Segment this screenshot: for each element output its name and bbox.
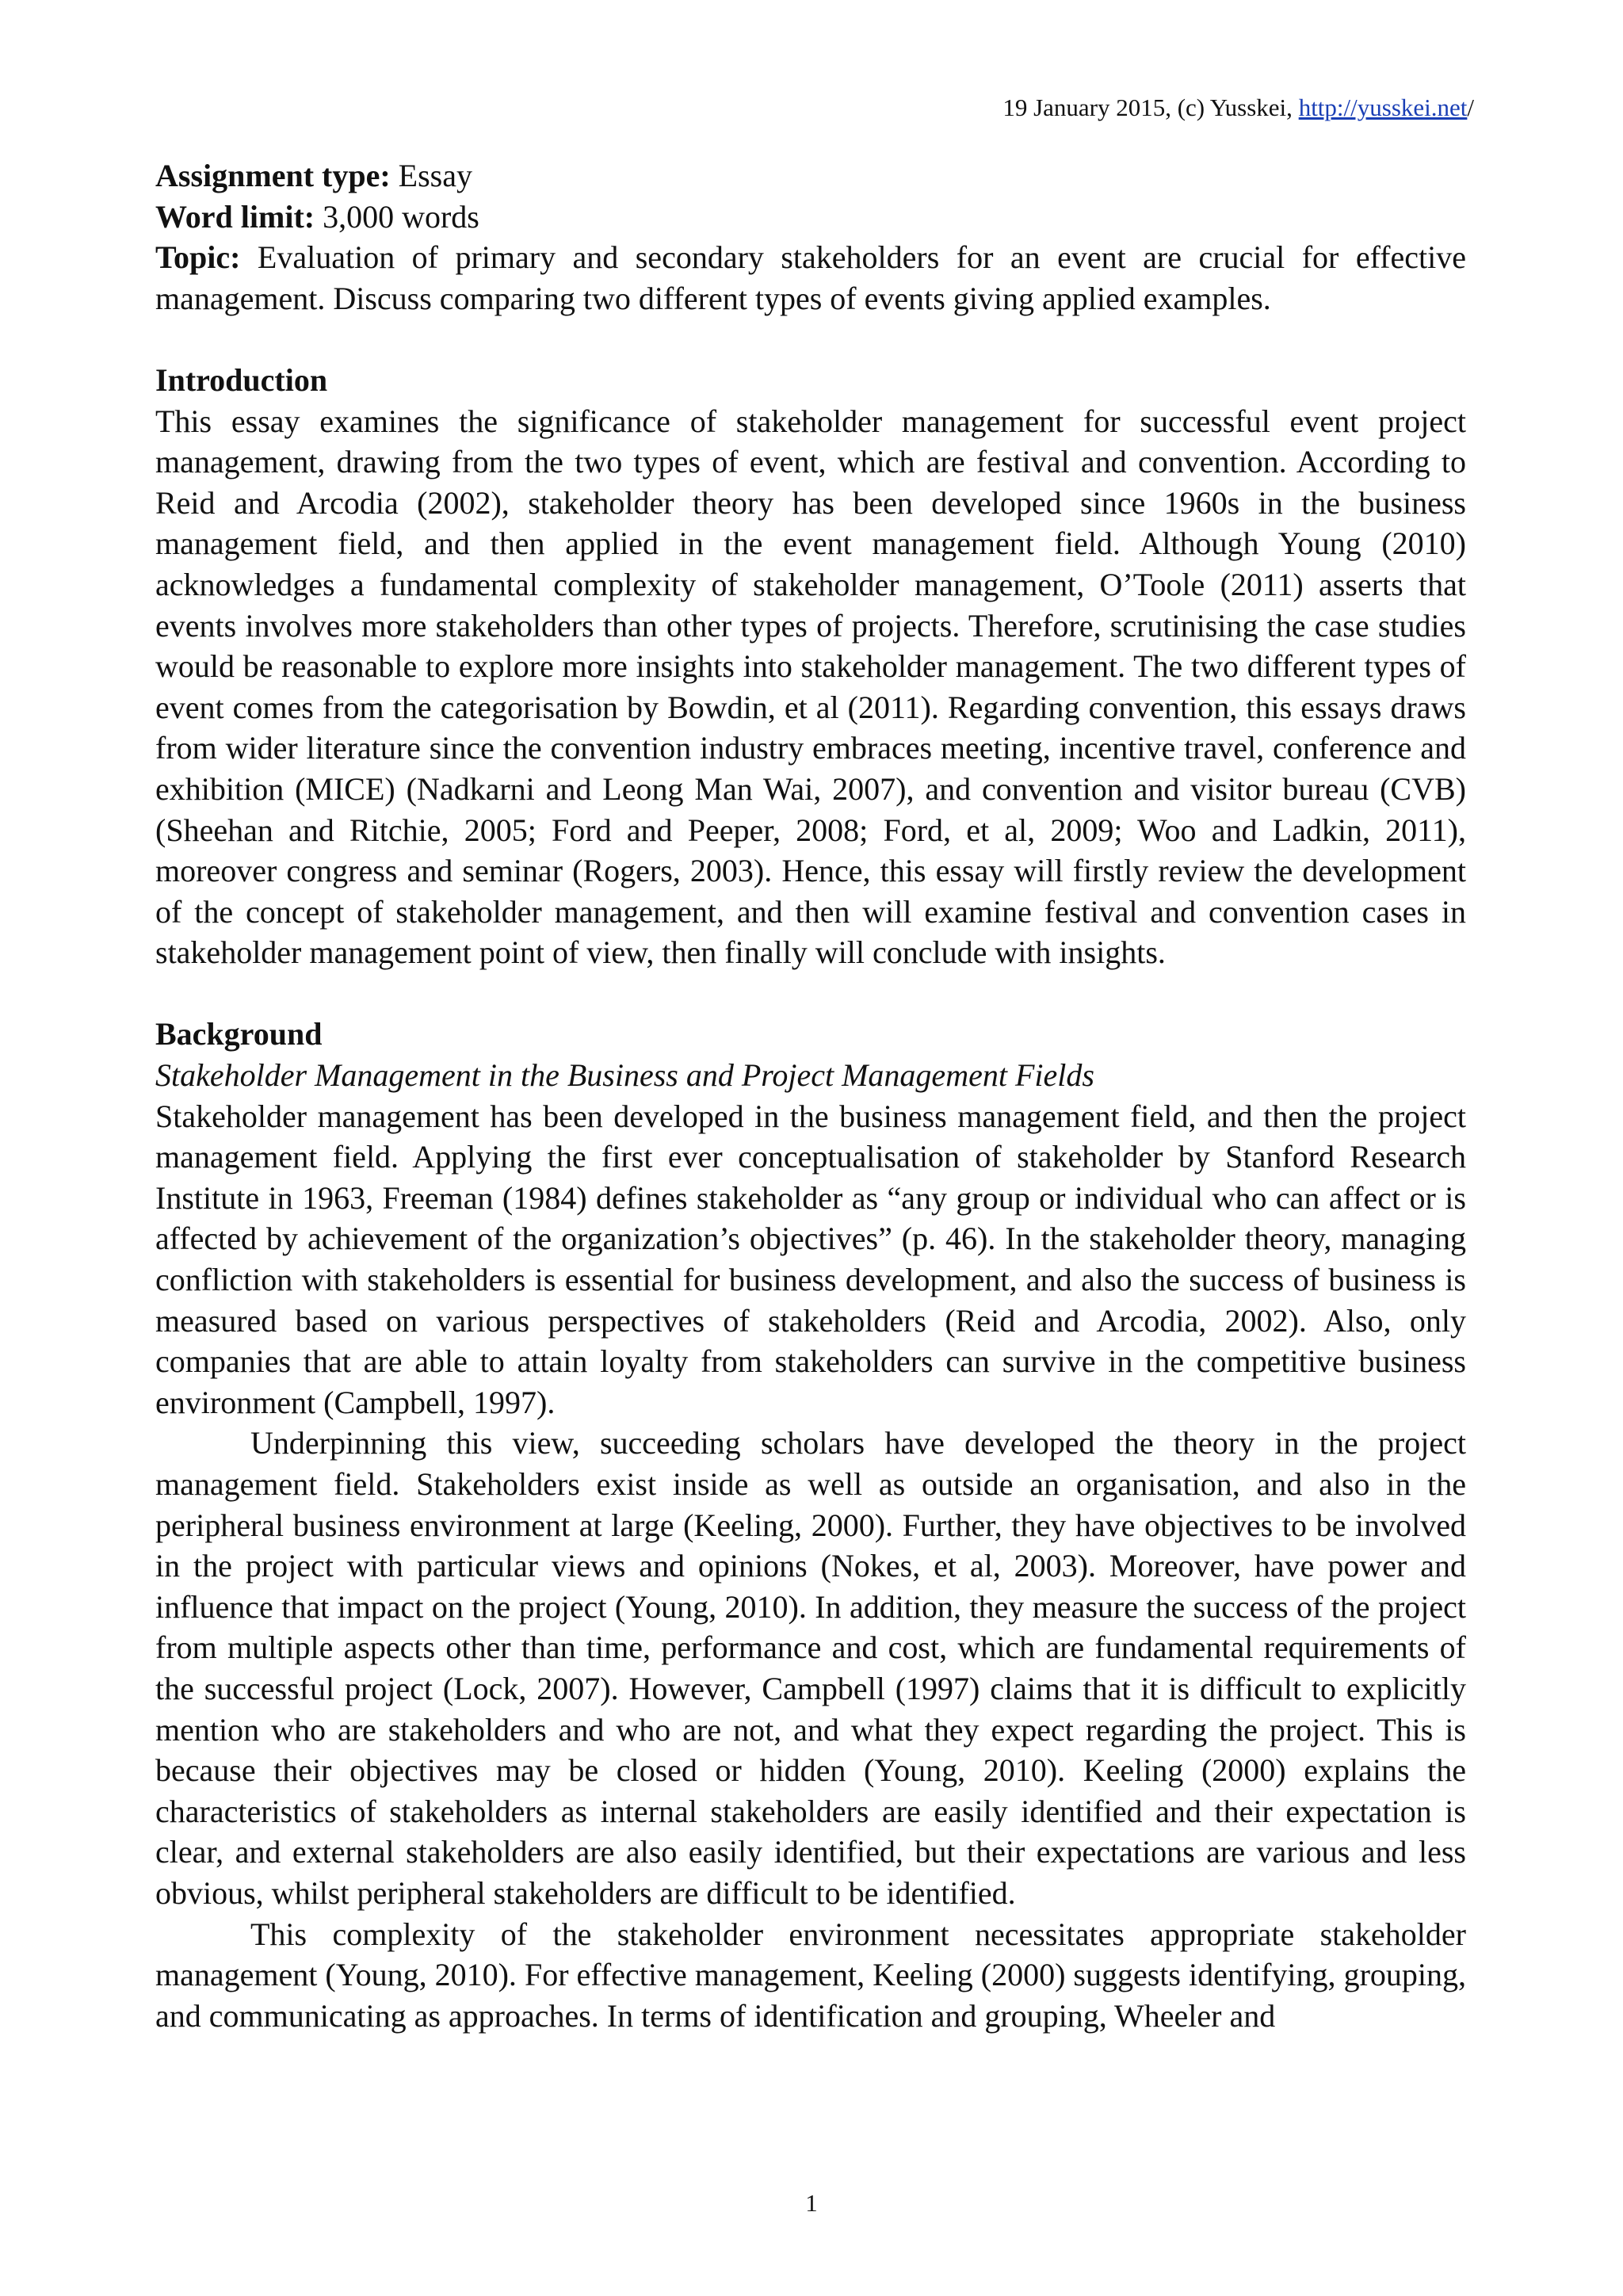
topic-label: Topic: [155, 239, 241, 276]
background-paragraph: This complexity of the stakeholder environment necessitates appropriate stakeholder management (Young, 2010). For effective management, Keeling (2000) suggests identifying, grouping, and communicating as approaches. In terms of identification and grouping, Wheeler and [155, 1916, 1466, 2034]
topic-value: Evaluation of primary and secondary stakeholders for an event are crucial for effective management. Discuss comparing two different types of events giving applied examples. [155, 239, 1466, 316]
introduction-heading: Introduction [155, 361, 328, 398]
assignment-type-line [155, 155, 1466, 197]
background-subheading: Stakeholder Management in the Business and Project Management Fields [155, 1057, 1094, 1094]
page-number: 1 [805, 2189, 818, 2217]
background-paragraph: Underpinning this view, succeeding scholars have developed the theory in the project management field. Stakeholders exist inside as well as outside an organisation, and also in the peripheral business environment at large (Keeling, 2000). Further, they have objectives to be involved in the project with particular views and opinions (Nokes, et al, 2003). Moreover, have power and influence that impact on the project (Young, 2010). In addition, they measure the success of the project from multiple aspects other than time, performance and cost, which are fundamental requirements of the successful project (Lock, 2007). However, Campbell (1997) claims that it is difficult to explicitly mention who are stakeholders and who are not, and what they expect regarding the project. This is because their objectives may be closed or hidden (Young, 2010). Keeling (2000) explains the characteristics of stakeholders as internal stakeholders are easily identified and their expectation is clear, and external stakeholders are also easily identified, but their expectations are various and less obvious, whilst peripheral stakeholders are difficult to be identified. [155, 1425, 1466, 1911]
header-date-copyright: 19 January 2015, (c) Yusskei, [1002, 94, 1299, 121]
header-website-link[interactable]: http://yusskei.net [1298, 94, 1468, 121]
assignment-type-label: Assignment type: [155, 158, 391, 193]
word-limit-line [155, 197, 1466, 238]
introduction-paragraph: This essay examines the significance of stakeholder management for successful event project management, drawing from the two types of event, which are festival and convention. According to Reid and Arcodia (2002), stakeholder theory has been developed since 1960s in the business management field, and then applied in the event management field. Although Young (2010) acknowledges a fundamental complexity of stakeholder management, O’Toole (2011) asserts that events involves more stakeholders than other types of projects. Therefore, scrutinising the case studies would be reasonable to explore more insights into stakeholder management. The two different types of event comes from the categorisation by Bowdin, et al (2011). Regarding convention, this essays draws from wider literature since the convention industry embraces meeting, incentive travel, conference and exhibition (MICE) (Nadkarni and Leong Man Wai, 2007), and convention and visitor bureau (CVB) (Sheehan and Ritchie, 2005; Ford and Peeper, 2008; Ford, et al, 2009; Woo and Ladkin, 2011), moreover congress and seminar (Rogers, 2003). Hence, this essay will firstly review the development of the concept of stakeholder management, and then will examine festival and convention cases in stakeholder management point of view, then finally will conclude with insights. [155, 403, 1466, 971]
word-limit-value: 3,000 words [315, 198, 479, 235]
section-spacer [155, 319, 1466, 360]
section-spacer [155, 973, 1466, 1014]
background-paragraph: Stakeholder management has been developed in the business management field, and then the project management field. Applying the first ever conceptualisation of stakeholder by Stanford Research Institute in 1963, Freeman (1984) defines stakeholder as “any group or individual who can affect or is affected by achievement of the organization’s objectives” (p. 46). In the stakeholder theory, managing confliction with stakeholders is essential for business development, and also the success of business is measured based on various perspectives of stakeholders (Reid and Arcodia, 2002). Also, only companies that are able to attain loyalty from stakeholders can survive in the competitive business environment (Campbell, 1997). [155, 1098, 1466, 1420]
background-heading: Background [155, 1016, 323, 1052]
topic-line [155, 237, 1466, 319]
header-link-suffix: / [1467, 94, 1474, 121]
page-header [1002, 92, 1474, 124]
word-limit-label: Word limit: [155, 198, 315, 235]
document-body [155, 155, 1466, 2036]
assignment-type-value: Essay [390, 158, 472, 193]
